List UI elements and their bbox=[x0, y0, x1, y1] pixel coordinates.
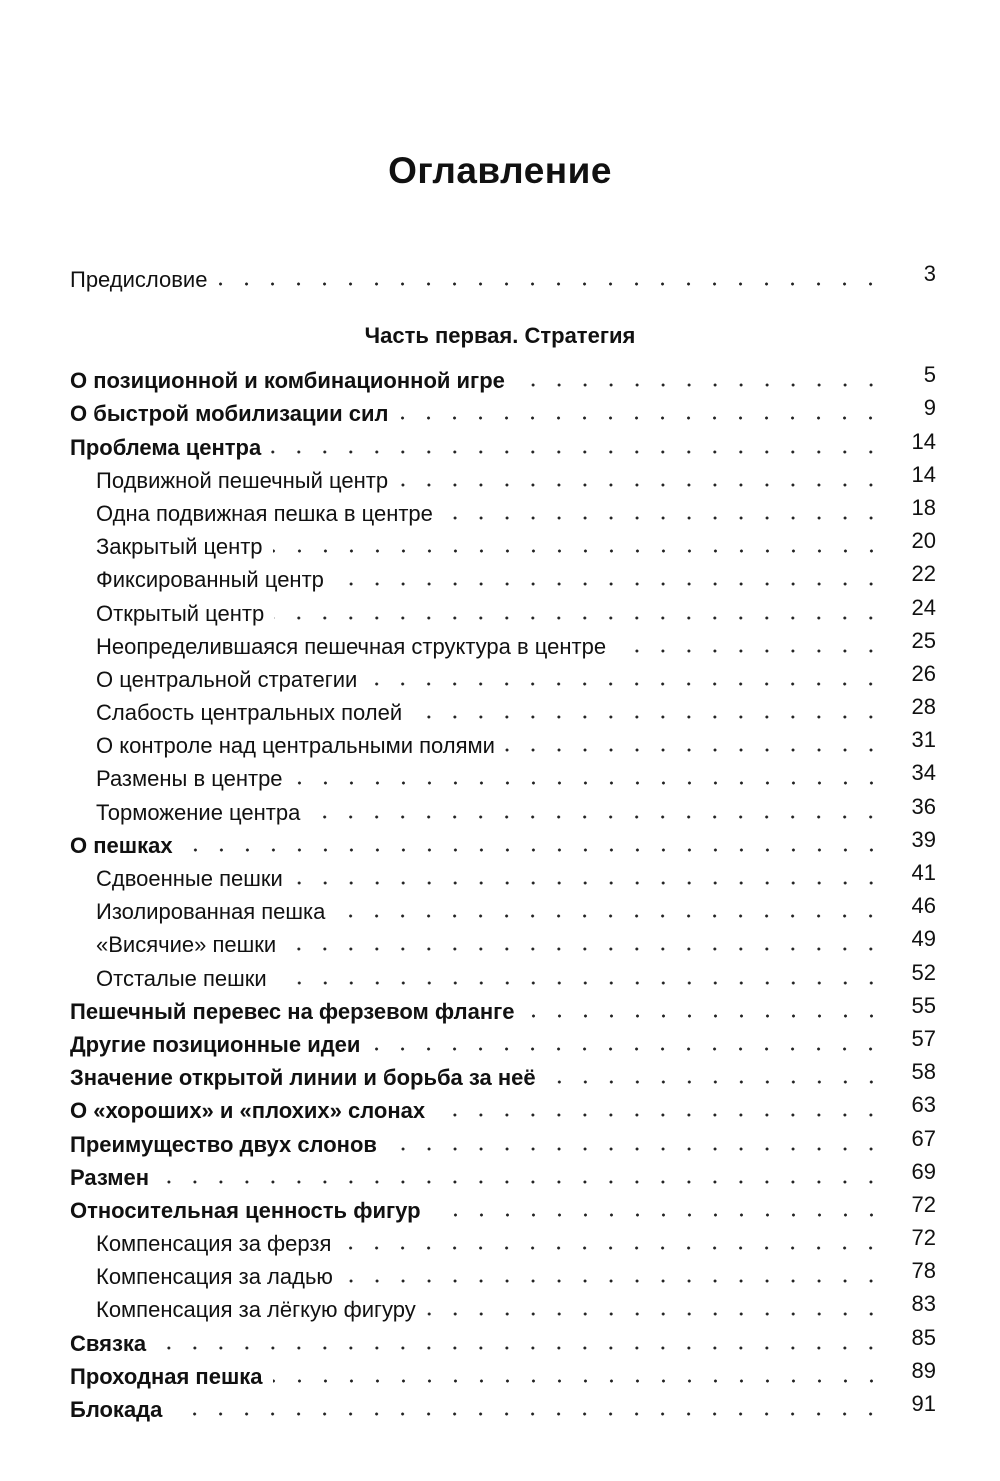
toc-entry[interactable] bbox=[70, 562, 936, 595]
toc-entry[interactable] bbox=[70, 695, 936, 728]
leader-dots bbox=[172, 1409, 884, 1419]
leader-dots bbox=[546, 1077, 884, 1087]
toc-entry-page: 26 bbox=[911, 660, 936, 686]
toc-entry-title: Связка bbox=[70, 1330, 147, 1356]
toc-entry[interactable] bbox=[70, 994, 936, 1027]
toc-entry-title: Отсталые пешки bbox=[96, 965, 267, 991]
toc-entry-page: 69 bbox=[911, 1158, 936, 1184]
toc-entry-title: О пешках bbox=[70, 832, 173, 858]
leader-dots bbox=[310, 812, 884, 822]
toc-entry-page: 39 bbox=[911, 826, 936, 852]
part-heading: Часть первая. Стратегия bbox=[364, 323, 636, 348]
leader-dots bbox=[217, 279, 884, 289]
leader-dots bbox=[343, 1276, 884, 1286]
toc-entry-title: Проблема центра bbox=[70, 434, 262, 460]
toc-entry[interactable] bbox=[70, 1226, 936, 1259]
leader-dots bbox=[505, 745, 884, 755]
toc-entry-page: 31 bbox=[911, 727, 936, 753]
toc-entry-page: 49 bbox=[911, 926, 936, 952]
leader-dots bbox=[525, 1011, 884, 1021]
leader-dots bbox=[387, 1144, 884, 1154]
toc-entry-page: 36 bbox=[911, 793, 936, 819]
toc-entry-page: 78 bbox=[911, 1258, 936, 1284]
leader-dots bbox=[435, 1110, 884, 1120]
toc-entry-page: 85 bbox=[911, 1324, 936, 1350]
toc-entry[interactable] bbox=[70, 927, 936, 960]
leader-dots bbox=[370, 1044, 884, 1054]
toc-entry[interactable] bbox=[70, 1060, 936, 1093]
toc-entry-page: 14 bbox=[911, 428, 936, 454]
toc-entry-page: 72 bbox=[911, 1191, 936, 1217]
leader-dots bbox=[367, 679, 884, 689]
toc-entry[interactable] bbox=[70, 595, 936, 628]
toc-entry[interactable] bbox=[70, 1325, 936, 1358]
toc-entry-title: Размен bbox=[70, 1164, 150, 1190]
toc-entry-page: 34 bbox=[911, 760, 936, 786]
toc-entry-page: 58 bbox=[911, 1059, 936, 1085]
toc-entry[interactable] bbox=[70, 463, 936, 496]
toc-entry[interactable] bbox=[70, 1193, 936, 1226]
toc-entry-title: «Висячие» пешки bbox=[96, 932, 277, 958]
toc-entry[interactable] bbox=[70, 1292, 936, 1325]
leader-dots bbox=[293, 778, 884, 788]
leader-dots bbox=[183, 845, 884, 855]
toc-entry[interactable] bbox=[70, 1126, 936, 1159]
toc-entry[interactable] bbox=[70, 396, 936, 429]
toc-entry-page: 5 bbox=[923, 362, 936, 388]
toc-entry[interactable] bbox=[70, 662, 936, 695]
toc-entry-page: 55 bbox=[911, 992, 936, 1018]
toc-entry-title: Изолированная пешка bbox=[96, 899, 326, 925]
toc-entry-page: 20 bbox=[911, 528, 936, 554]
toc-entry[interactable] bbox=[70, 1392, 936, 1425]
toc-entry-title: Проходная пешка bbox=[70, 1363, 263, 1389]
leader-dots bbox=[273, 546, 884, 556]
toc-entry[interactable] bbox=[70, 496, 936, 529]
toc-entry-title: О центральной стратегии bbox=[96, 666, 358, 692]
leader-dots bbox=[515, 380, 884, 390]
leader-dots bbox=[412, 712, 884, 722]
toc-entry-title: Закрытый центр bbox=[96, 534, 263, 560]
toc-entry[interactable] bbox=[70, 728, 936, 761]
leader-dots bbox=[334, 579, 884, 589]
leader-dots bbox=[274, 613, 884, 623]
toc-entry-page: 91 bbox=[911, 1391, 936, 1416]
leader-dots bbox=[159, 1177, 884, 1187]
leader-dots bbox=[398, 480, 884, 490]
toc-entry-page: 46 bbox=[911, 893, 936, 919]
toc-list bbox=[0, 363, 1000, 1425]
toc-entry[interactable] bbox=[70, 262, 936, 295]
toc-entry[interactable] bbox=[70, 894, 936, 927]
toc-entry-title: Значение открытой линии и борьба за неё bbox=[70, 1065, 536, 1091]
toc-entry-page: 41 bbox=[911, 860, 936, 885]
toc-entry-page: 22 bbox=[911, 561, 936, 587]
toc-entry-page: 83 bbox=[911, 1291, 936, 1317]
toc-entry-title: Открытый центр bbox=[96, 600, 265, 626]
toc-entry-page: 52 bbox=[911, 959, 936, 985]
toc-entry-title: О быстрой мобилизации сил bbox=[70, 401, 389, 427]
toc-entry-title: Предисловие bbox=[70, 267, 208, 293]
toc-entry-title: О «хороших» и «плохих» слонах bbox=[70, 1098, 426, 1124]
toc-intro bbox=[0, 262, 936, 295]
leader-dots bbox=[443, 513, 884, 523]
leader-dots bbox=[426, 1309, 884, 1319]
leader-dots bbox=[431, 1210, 884, 1220]
toc-entry-page: 89 bbox=[911, 1357, 936, 1383]
leader-dots bbox=[293, 878, 884, 888]
toc-entry-page: 67 bbox=[911, 1125, 936, 1151]
toc-entry-title: Блокада bbox=[70, 1397, 163, 1422]
leader-dots bbox=[156, 1343, 884, 1353]
toc-entry-title: Торможение центра bbox=[96, 799, 301, 825]
toc-entry[interactable] bbox=[70, 529, 936, 562]
toc-entry-page: 57 bbox=[911, 1025, 936, 1051]
toc-entry-title: Одна подвижная пешка в центре bbox=[96, 500, 433, 526]
toc-entry-title: О позиционной и комбинационной игре bbox=[70, 368, 505, 394]
toc-entry-page: 18 bbox=[911, 494, 936, 520]
toc-entry-page: 24 bbox=[911, 594, 936, 620]
toc-entry-page: 3 bbox=[923, 261, 936, 287]
toc-entry[interactable] bbox=[70, 861, 936, 894]
toc-entry[interactable] bbox=[70, 1160, 936, 1193]
toc-entry-title: Относительная ценность фигур bbox=[70, 1197, 421, 1223]
toc-entry-page: 14 bbox=[911, 461, 936, 487]
toc-entry[interactable] bbox=[70, 1359, 936, 1392]
leader-dots bbox=[271, 447, 884, 457]
toc-entry-title: Преимущество двух слонов bbox=[70, 1131, 377, 1157]
toc-entry-title: Компенсация за ферзя bbox=[96, 1231, 332, 1257]
toc-entry[interactable] bbox=[70, 363, 936, 396]
toc-entry-title: Слабость центральных полей bbox=[96, 700, 403, 726]
toc-entry-title: Неопределившаяся пешечная структура в центре bbox=[96, 633, 607, 659]
toc-entry[interactable] bbox=[70, 1027, 936, 1060]
leader-dots bbox=[277, 978, 884, 988]
toc-entry-page: 28 bbox=[911, 694, 936, 720]
toc-entry-title: Другие позиционные идеи bbox=[70, 1031, 361, 1057]
toc-entry-title: Подвижной пешечный центр bbox=[96, 467, 389, 493]
toc-entry-title: Компенсация за лёгкую фигуру bbox=[96, 1297, 416, 1323]
leader-dots bbox=[341, 1243, 884, 1253]
toc-entry[interactable] bbox=[70, 429, 936, 462]
toc-entry[interactable] bbox=[70, 828, 936, 861]
toc-entry-page: 9 bbox=[923, 395, 936, 421]
toc-entry-page: 72 bbox=[911, 1225, 936, 1251]
toc-entry-title: Сдвоенные пешки bbox=[96, 866, 283, 891]
leader-dots bbox=[398, 413, 884, 423]
toc-entry-title: Компенсация за ладью bbox=[96, 1264, 333, 1290]
toc-entry-title: Размены в центре bbox=[96, 766, 283, 792]
leader-dots bbox=[273, 1376, 884, 1386]
leader-dots bbox=[616, 646, 884, 656]
toc-entry[interactable] bbox=[70, 1259, 936, 1292]
page-title: Оглавление bbox=[388, 150, 612, 191]
toc-entry[interactable] bbox=[70, 761, 936, 794]
toc-entry-title: Пешечный перевес на ферзевом фланге bbox=[70, 998, 515, 1024]
toc-entry[interactable] bbox=[70, 1093, 936, 1126]
leader-dots bbox=[335, 911, 884, 921]
toc-entry-title: О контроле над центральными полями bbox=[96, 733, 495, 759]
toc-entry-title: Фиксированный центр bbox=[96, 567, 324, 593]
toc-entry[interactable] bbox=[70, 629, 936, 662]
toc-entry-page: 63 bbox=[911, 1092, 936, 1118]
leader-dots bbox=[286, 944, 884, 954]
toc-entry-page: 25 bbox=[911, 627, 936, 653]
toc-entry[interactable] bbox=[70, 794, 936, 827]
toc-entry[interactable] bbox=[70, 960, 936, 993]
